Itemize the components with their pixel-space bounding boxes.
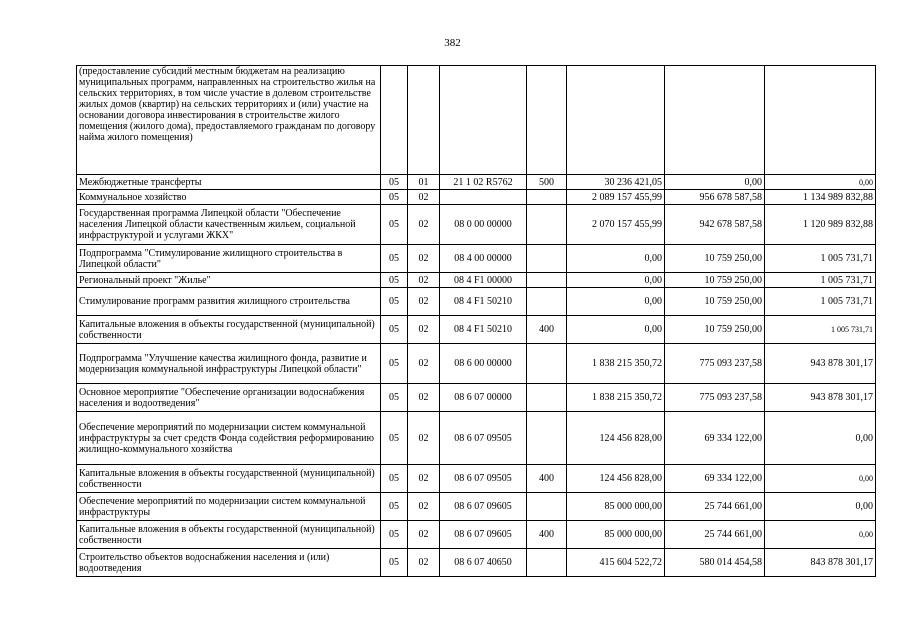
amount-year-2: 775 093 237,58 [665, 384, 765, 412]
section-code: 05 [381, 190, 408, 205]
expense-type-code [527, 493, 567, 521]
row-name: Обеспечение мероприятий по модернизации систем коммунальной инфраструктуры [77, 493, 381, 521]
expense-type-code [527, 66, 567, 175]
table-row [77, 66, 876, 175]
section-code: 05 [381, 205, 408, 245]
amount-year-1: 0,00 [567, 316, 665, 344]
section-code: 05 [381, 288, 408, 316]
target-article-code: 08 6 07 00000 [440, 384, 527, 412]
row-name: Коммунальное хозяйство [77, 190, 381, 205]
section-code: 05 [381, 465, 408, 493]
amount-year-2: 10 759 250,00 [665, 288, 765, 316]
section-code [381, 66, 408, 175]
expense-type-code [527, 205, 567, 245]
expense-type-code [527, 190, 567, 205]
amount-year-3: 843 878 301,17 [765, 549, 876, 577]
target-article-code: 08 6 00 00000 [440, 344, 527, 384]
subsection-code: 02 [408, 521, 440, 549]
amount-year-2: 10 759 250,00 [665, 245, 765, 273]
expense-type-code [527, 412, 567, 465]
section-code: 05 [381, 521, 408, 549]
amount-year-3: 0,00 [765, 521, 876, 549]
amount-year-3: 1 134 989 832,88 [765, 190, 876, 205]
amount-year-1 [567, 66, 665, 175]
row-name: Основное мероприятие "Обеспечение организации водоснабжения населения и водоотведения" [77, 384, 381, 412]
amount-year-3: 943 878 301,17 [765, 384, 876, 412]
amount-year-3: 0,00 [765, 465, 876, 493]
target-article-code [440, 66, 527, 175]
amount-year-3: 0,00 [765, 175, 876, 190]
amount-year-1: 85 000 000,00 [567, 521, 665, 549]
amount-year-2: 10 759 250,00 [665, 273, 765, 288]
amount-year-2: 69 334 122,00 [665, 465, 765, 493]
row-name: Межбюджетные трансферты [77, 175, 381, 190]
expense-type-code [527, 288, 567, 316]
section-code: 05 [381, 175, 408, 190]
target-article-code: 08 4 F1 50210 [440, 316, 527, 344]
table-row [77, 288, 876, 316]
section-code: 05 [381, 344, 408, 384]
target-article-code: 08 6 07 40650 [440, 549, 527, 577]
amount-year-1: 124 456 828,00 [567, 465, 665, 493]
amount-year-3: 1 005 731,71 [765, 288, 876, 316]
amount-year-2: 0,00 [665, 175, 765, 190]
amount-year-2: 775 093 237,58 [665, 344, 765, 384]
section-code: 05 [381, 493, 408, 521]
amount-year-2: 10 759 250,00 [665, 316, 765, 344]
table-row [77, 465, 876, 493]
table-row [77, 493, 876, 521]
amount-year-1: 0,00 [567, 273, 665, 288]
subsection-code: 02 [408, 493, 440, 521]
expense-type-code [527, 344, 567, 384]
subsection-code [408, 66, 440, 175]
subsection-code: 02 [408, 344, 440, 384]
amount-year-1: 30 236 421,05 [567, 175, 665, 190]
amount-year-2 [665, 66, 765, 175]
amount-year-1: 85 000 000,00 [567, 493, 665, 521]
row-name: Капитальные вложения в объекты государственной (муниципальной) собственности [77, 521, 381, 549]
expense-type-code [527, 245, 567, 273]
table-row [77, 384, 876, 412]
amount-year-3: 1 005 731,71 [765, 245, 876, 273]
section-code: 05 [381, 412, 408, 465]
subsection-code: 02 [408, 465, 440, 493]
target-article-code: 08 4 F1 00000 [440, 273, 527, 288]
subsection-code: 02 [408, 384, 440, 412]
table-row [77, 316, 876, 344]
target-article-code: 08 6 07 09505 [440, 412, 527, 465]
expense-type-code: 500 [527, 175, 567, 190]
target-article-code: 08 4 F1 50210 [440, 288, 527, 316]
amount-year-2: 956 678 587,58 [665, 190, 765, 205]
section-code: 05 [381, 384, 408, 412]
subsection-code: 02 [408, 412, 440, 465]
amount-year-1: 124 456 828,00 [567, 412, 665, 465]
amount-year-3: 1 005 731,71 [765, 316, 876, 344]
amount-year-2: 69 334 122,00 [665, 412, 765, 465]
amount-year-2: 942 678 587,58 [665, 205, 765, 245]
table-row [77, 205, 876, 245]
amount-year-1: 2 089 157 455,99 [567, 190, 665, 205]
subsection-code: 02 [408, 245, 440, 273]
row-name: Стимулирование программ развития жилищного строительства [77, 288, 381, 316]
section-code: 05 [381, 273, 408, 288]
table-row [77, 521, 876, 549]
table-row [77, 245, 876, 273]
section-code: 05 [381, 316, 408, 344]
budget-table [76, 65, 876, 577]
amount-year-3: 0,00 [765, 412, 876, 465]
amount-year-2: 25 744 661,00 [665, 521, 765, 549]
expense-type-code [527, 549, 567, 577]
page-number: 382 [444, 37, 461, 49]
amount-year-1: 0,00 [567, 245, 665, 273]
row-name: Государственная программа Липецкой области "Обеспечение населения Липецкой области качественным жильем, социальной инфраструктурой и услугами ЖКХ" [77, 205, 381, 245]
row-name: Обеспечение мероприятий по модернизации систем коммунальной инфраструктуры за счет средств Фонда содействия реформированию жилищно-коммунального хозяйства [77, 412, 381, 465]
target-article-code: 08 6 07 09505 [440, 465, 527, 493]
amount-year-1: 1 838 215 350,72 [567, 384, 665, 412]
amount-year-3: 0,00 [765, 493, 876, 521]
expense-type-code: 400 [527, 316, 567, 344]
row-name: Капитальные вложения в объекты государственной (муниципальной) собственности [77, 316, 381, 344]
subsection-code: 02 [408, 205, 440, 245]
row-name: Строительство объектов водоснабжения населения и (или) водоотведения [77, 549, 381, 577]
section-code: 05 [381, 549, 408, 577]
table-row [77, 273, 876, 288]
row-name: Капитальные вложения в объекты государственной (муниципальной) собственности [77, 465, 381, 493]
row-name: Подпрограмма "Стимулирование жилищного строительства в Липецкой области" [77, 245, 381, 273]
amount-year-1: 415 604 522,72 [567, 549, 665, 577]
expense-type-code [527, 273, 567, 288]
amount-year-2: 580 014 454,58 [665, 549, 765, 577]
amount-year-1: 1 838 215 350,72 [567, 344, 665, 384]
subsection-code: 02 [408, 316, 440, 344]
expense-type-code: 400 [527, 521, 567, 549]
table-row [77, 549, 876, 577]
row-name: (предоставление субсидий местным бюджетам на реализацию муниципальных программ, направленных на строительство жилья на сельских территориях, в том числе участие в долевом строительстве жилых домов (квартир) на сельских территориях и (или) участие на основании договора инвестирования в строительстве жилого помещения (жилого дома), предоставляемого гражданам по договору найма жилого помещения) [77, 66, 381, 175]
target-article-code: 08 6 07 09605 [440, 521, 527, 549]
table-row [77, 175, 876, 190]
amount-year-3: 1 005 731,71 [765, 273, 876, 288]
row-name: Региональный проект "Жилье" [77, 273, 381, 288]
amount-year-3: 943 878 301,17 [765, 344, 876, 384]
table-row [77, 412, 876, 465]
amount-year-1: 0,00 [567, 288, 665, 316]
target-article-code [440, 190, 527, 205]
expense-type-code [527, 384, 567, 412]
subsection-code: 02 [408, 288, 440, 316]
amount-year-3: 1 120 989 832,88 [765, 205, 876, 245]
amount-year-3 [765, 66, 876, 175]
expense-type-code: 400 [527, 465, 567, 493]
subsection-code: 02 [408, 190, 440, 205]
table-row [77, 344, 876, 384]
table-row [77, 190, 876, 205]
amount-year-1: 2 070 157 455,99 [567, 205, 665, 245]
target-article-code: 08 0 00 00000 [440, 205, 527, 245]
target-article-code: 21 1 02 R5762 [440, 175, 527, 190]
subsection-code: 02 [408, 273, 440, 288]
subsection-code: 02 [408, 549, 440, 577]
target-article-code: 08 4 00 00000 [440, 245, 527, 273]
section-code: 05 [381, 245, 408, 273]
subsection-code: 01 [408, 175, 440, 190]
row-name: Подпрограмма "Улучшение качества жилищного фонда, развитие и модернизация коммунальной инфраструктуры Липецкой области" [77, 344, 381, 384]
target-article-code: 08 6 07 09605 [440, 493, 527, 521]
amount-year-2: 25 744 661,00 [665, 493, 765, 521]
